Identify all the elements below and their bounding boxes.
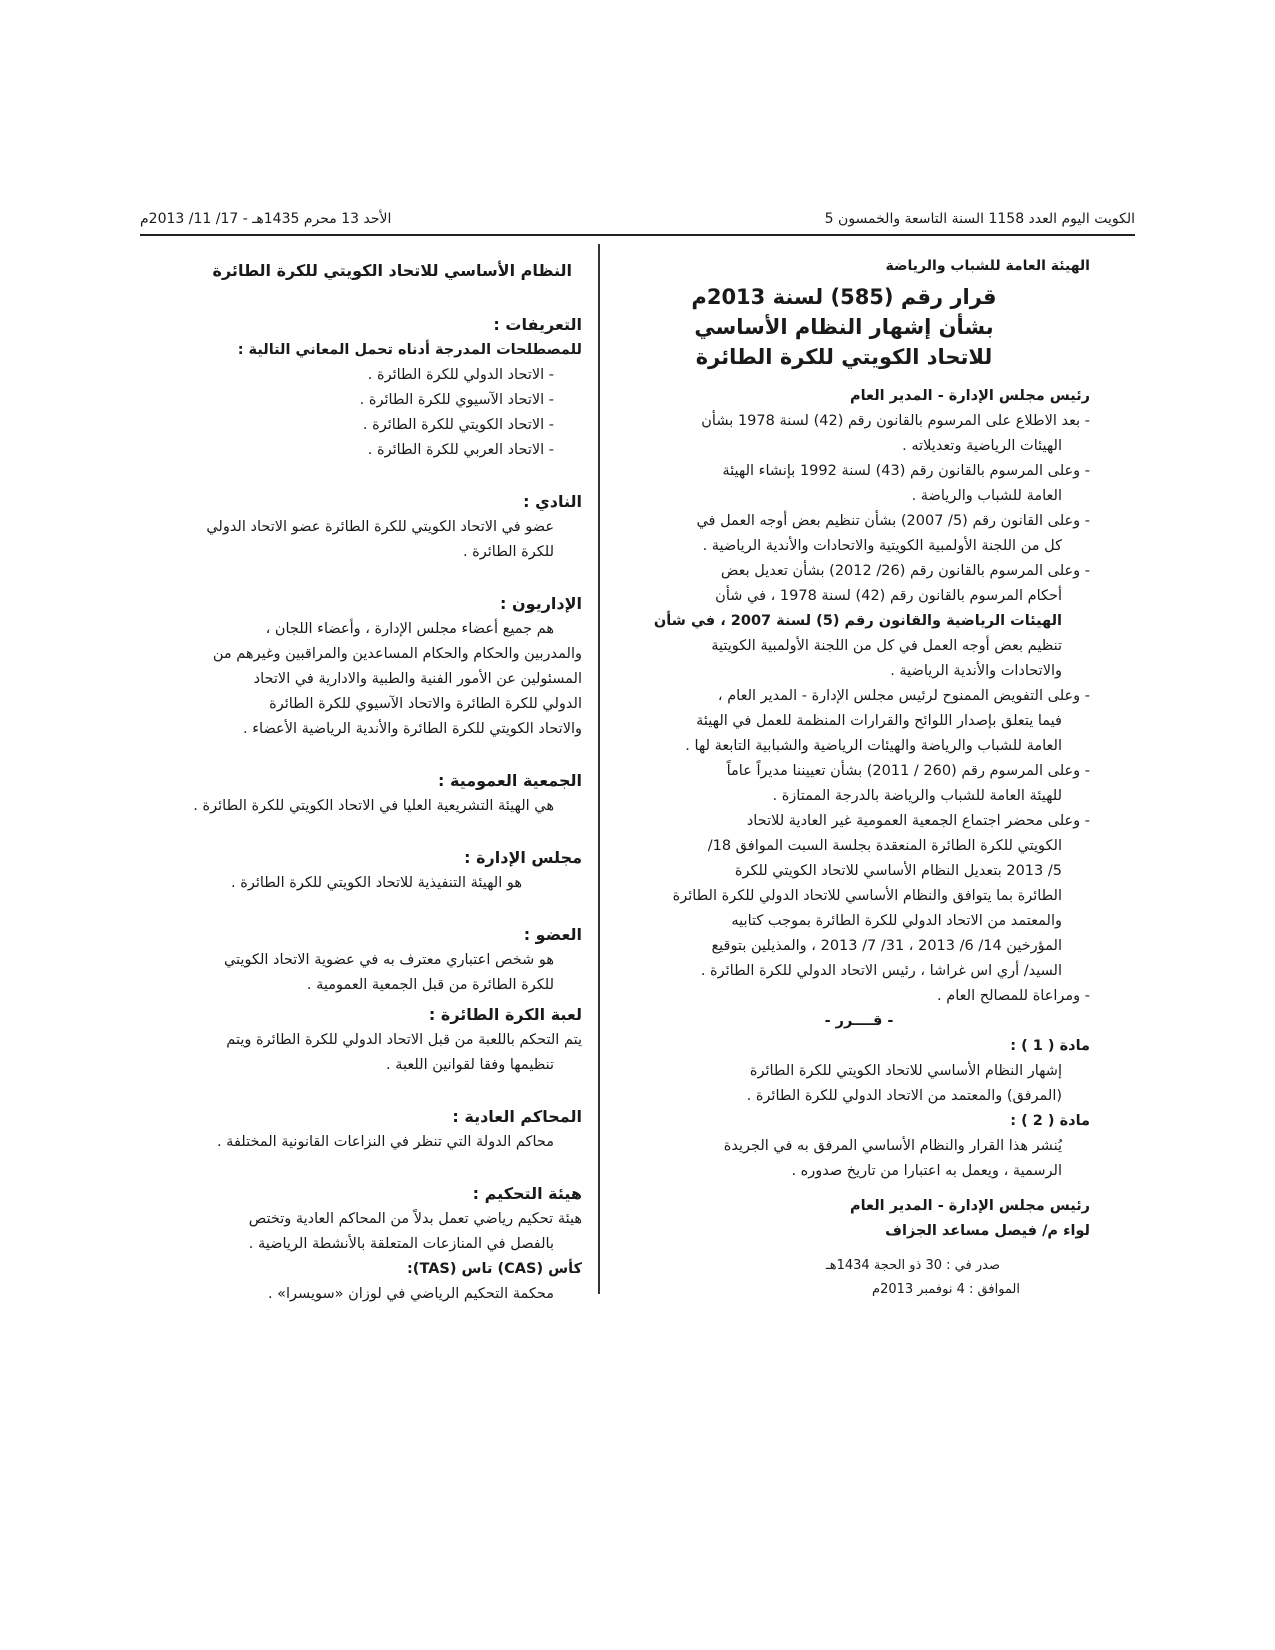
admins-line: والاتحاد الكويتي للكرة الطائرة والأندية الرياضية الأعضاء . — [243, 721, 582, 737]
definitions-title: التعريفات : — [493, 315, 582, 334]
preamble-line: فيما يتعلق بإصدار اللوائح والقرارات المنظمة للعمل في الهيئة — [696, 713, 1062, 729]
article-2-line: الرسمية ، ويعمل به اعتبارا من تاريخ صدوره . — [791, 1163, 1062, 1179]
decree-title-line: بشأن إشهار النظام الأساسي — [694, 315, 994, 339]
preamble-line: المؤرخين 14/ 6/ 2013 ، 31/ 7/ 2013 ، والمذيلين بتوقيع — [711, 938, 1062, 954]
decree-title-line: قرار رقم (585) لسنة 2013م — [691, 285, 997, 309]
assembly-title: الجمعية العمومية : — [438, 771, 582, 790]
definition-item: - الاتحاد الآسيوي للكرة الطائرة . — [359, 392, 554, 408]
admins-title: الإداريون : — [500, 594, 582, 613]
preamble-line: العامة للشباب والرياضة والهيئات الرياضية والشبابية التابعة لها . — [685, 738, 1062, 754]
column-divider — [598, 244, 600, 1294]
article-1-line: إشهار النظام الأساسي للاتحاد الكويتي للكرة الطائرة — [749, 1063, 1062, 1079]
preamble-line: العامة للشباب والرياضة . — [911, 488, 1062, 504]
arbitration-line: بالفصل في المنازعات المتعلقة بالأنشطة الرياضية . — [248, 1236, 554, 1252]
definition-item: - الاتحاد العربي للكرة الطائرة . — [367, 442, 554, 458]
preamble-line: السيد/ أري اس غراشا ، رئيس الاتحاد الدولي للكرة الطائرة . — [700, 963, 1062, 979]
admins-line: الدولي للكرة الطائرة والاتحاد الآسيوي للكرة الطائرة — [269, 696, 582, 712]
definition-item: - الاتحاد الدولي للكرة الطائرة . — [367, 367, 554, 383]
board-title: مجلس الإدارة : — [464, 848, 582, 867]
preamble-line: - بعد الاطلاع على المرسوم بالقانون رقم (42) لسنة 1978 بشأن — [701, 413, 1090, 429]
statute-title: النظام الأساسي للاتحاد الكويتي للكرة الطائرة — [212, 261, 572, 280]
definition-item: - الاتحاد الكويتي للكرة الطائرة . — [362, 417, 554, 433]
member-line: للكرة الطائرة من قبل الجمعية العمومية . — [306, 977, 554, 993]
preamble-line: - وعلى محضر اجتماع الجمعية العمومية غير العادية للاتحاد — [746, 813, 1090, 829]
preamble-line: - وعلى المرسوم رقم (260 / 2011) بشأن تعييننا مديراً عاماً — [726, 763, 1090, 779]
signature-title: رئيس مجلس الإدارة - المدير العام — [849, 1198, 1090, 1214]
board-line: هو الهيئة التنفيذية للاتحاد الكويتي للكرة الطائرة . — [231, 875, 522, 891]
preamble-line: أحكام المرسوم بالقانون رقم (42) لسنة 1978 ، في شأن — [715, 588, 1062, 604]
definitions-intro: للمصطلحات المدرجة أدناه تحمل المعاني التالية : — [237, 342, 582, 358]
statute-column — [132, 258, 582, 1307]
preamble-line: والمعتمد من الاتحاد الدولي للكرة الطائرة بموجب كتابيه — [731, 913, 1062, 929]
courts-line: محاكم الدولة التي تنظر في النزاعات القانونية المختلفة . — [216, 1134, 554, 1150]
member-title: العضو : — [523, 925, 582, 944]
article-2-title: مادة ( 2 ) : — [1010, 1113, 1090, 1129]
club-line: عضو في الاتحاد الكويتي للكرة الطائرة عضو الاتحاد الدولي — [206, 519, 554, 535]
decree-title-line: للاتحاد الكويتي للكرة الطائرة — [695, 345, 993, 369]
member-line: هو شخص اعتباري معترف به في عضوية الاتحاد الكويتي — [223, 952, 554, 968]
preamble-line: الهيئات الرياضية وتعديلاته . — [902, 438, 1062, 454]
cas-line: محكمة التحكيم الرياضي في لوزان «سويسرا» . — [267, 1286, 554, 1302]
preamble-line: - وعلى المرسوم بالقانون رقم (26/ 2012) بشأن تعديل بعض — [720, 563, 1090, 579]
page-header — [140, 208, 1135, 236]
preamble-line: الكويتي للكرة الطائرة المنعقدة بجلسة السبت الموافق 18/ — [707, 838, 1062, 854]
club-line: للكرة الطائرة . — [462, 544, 554, 560]
preamble-line: - وعلى القانون رقم (5/ 2007) بشأن تنظيم بعض أوجه العمل في — [696, 513, 1090, 529]
preamble-line: - وعلى التفويض الممنوح لرئيس مجلس الإدارة - المدير العام ، — [717, 688, 1090, 704]
admins-line: هم جميع أعضاء مجلس الإدارة ، وأعضاء اللجان ، — [265, 621, 554, 637]
cas-title: كأس (CAS) تاس (TAS): — [407, 1261, 582, 1277]
assembly-line: هي الهيئة التشريعية العليا في الاتحاد الكويتي للكرة الطائرة . — [193, 798, 554, 814]
issue-date-hijri: صدر في : 30 ذو الحجة 1434هـ — [825, 1258, 1000, 1273]
article-1-title: مادة ( 1 ) : — [1010, 1038, 1090, 1054]
issuing-authority: الهيئة العامة للشباب والرياضة — [885, 258, 1090, 274]
header-date: الأحد 13 محرم 1435هـ - 17/ 11/ 2013م — [140, 211, 392, 227]
preamble-line: 5/ 2013 بتعديل النظام الأساسي للاتحاد الكويتي للكرة — [734, 863, 1062, 879]
article-1-line: (المرفق) والمعتمد من الاتحاد الدولي للكرة الطائرة . — [746, 1088, 1062, 1104]
decree-column — [628, 258, 1090, 1302]
preamble-line: تنظيم بعض أوجه العمل في كل من اللجنة الأولمبية الكويتية — [711, 638, 1062, 654]
preamble-line: والاتحادات والأندية الرياضية . — [890, 663, 1062, 679]
admins-line: المسئولين عن الأمور الفنية والطبية والادارية في الاتحاد — [253, 671, 582, 687]
preamble-line: - وعلى المرسوم بالقانون رقم (43) لسنة 1992 بإنشاء الهيئة — [722, 463, 1090, 479]
signature-name: لواء م/ فيصل مساعد الجزاف — [885, 1223, 1090, 1239]
decree-issuer: رئيس مجلس الإدارة - المدير العام — [849, 388, 1090, 404]
issue-date-gregorian: الموافق : 4 نوفمبر 2013م — [872, 1282, 1020, 1297]
arbitration-line: هيئة تحكيم رياضي تعمل بدلاً من المحاكم العادية وتختص — [248, 1211, 582, 1227]
header-publication: الكويت اليوم العدد 1158 السنة التاسعة والخمسون 5 — [824, 211, 1135, 227]
arbitration-title: هيئة التحكيم : — [472, 1184, 582, 1203]
preamble-line: الطائرة بما يتوافق والنظام الأساسي للاتحاد الدولي للكرة الطائرة — [672, 888, 1062, 904]
decides-heading: - قــــرر - — [824, 1013, 894, 1029]
decree-title — [628, 282, 1090, 372]
preamble-line: - ومراعاة للمصالح العام . — [937, 988, 1090, 1004]
game-title: لعبة الكرة الطائرة : — [428, 1005, 582, 1024]
article-2-line: يُنشر هذا القرار والنظام الأساسي المرفق به في الجريدة — [723, 1138, 1062, 1154]
game-line: تنظيمها وفقا لقوانين اللعبة . — [385, 1057, 554, 1073]
preamble-line: للهيئة العامة للشباب والرياضة بالدرجة الممتازة . — [772, 788, 1062, 804]
admins-line: والمدربين والحكام والحكام المساعدين والمراقبين وغيرهم من — [212, 646, 582, 662]
preamble-line: الهيئات الرياضية والقانون رقم (5) لسنة 2007 ، في شأن — [653, 613, 1062, 629]
club-title: النادي : — [523, 492, 582, 511]
courts-title: المحاكم العادية : — [452, 1107, 582, 1126]
game-line: يتم التحكم باللعبة من قبل الاتحاد الدولي للكرة الطائرة ويتم — [226, 1032, 582, 1048]
preamble-line: كل من اللجنة الأولمبية الكويتية والاتحادات والأندية الرياضية . — [702, 538, 1062, 554]
